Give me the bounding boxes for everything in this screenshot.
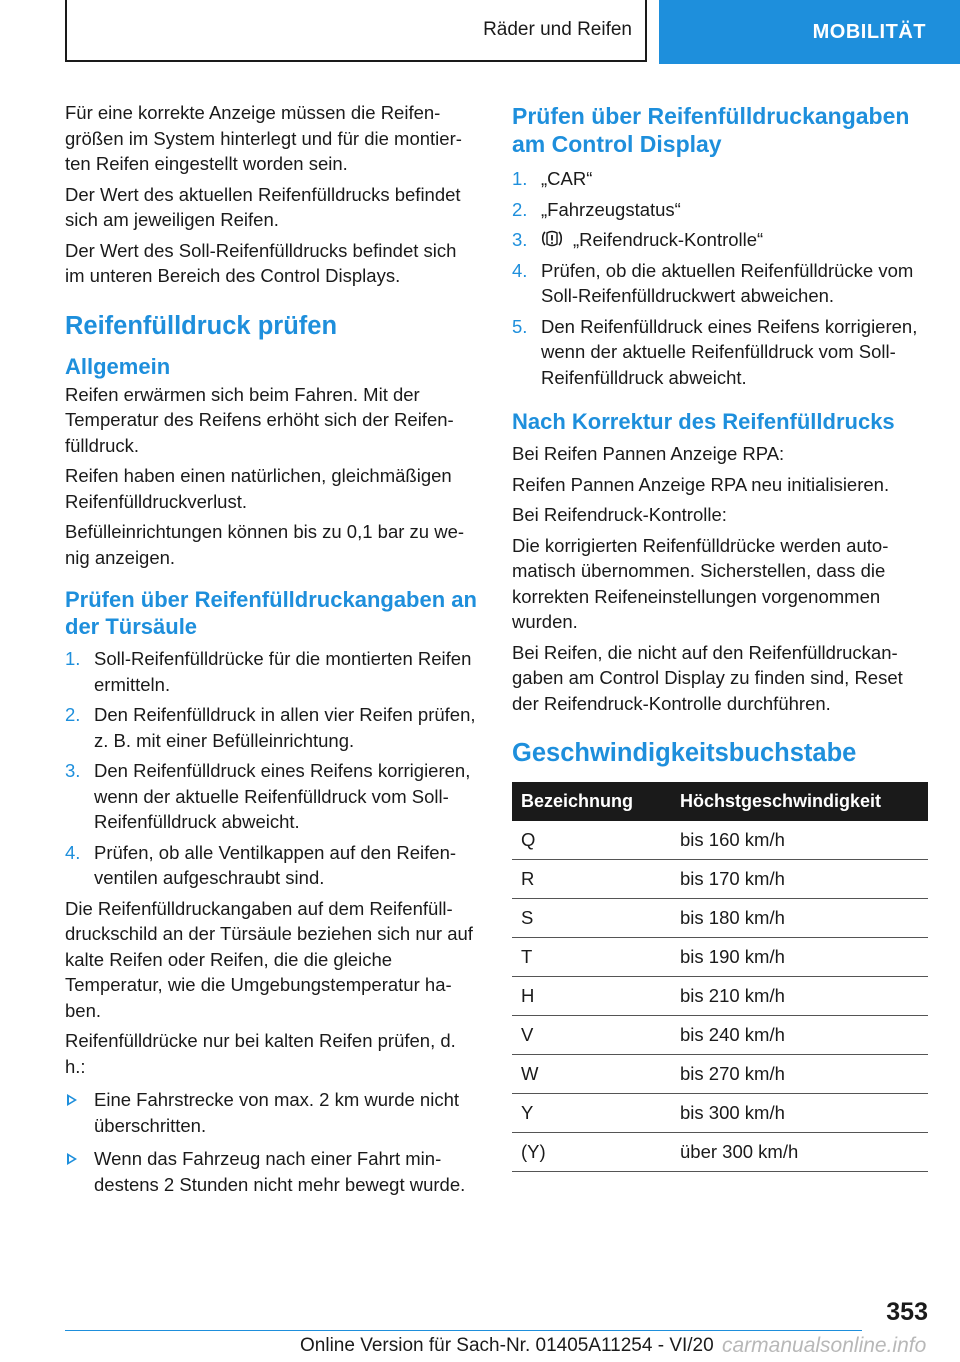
header-chapter-tab — [659, 0, 960, 64]
after-paragraph: Bei Reifendruck-Kontrolle: — [512, 504, 727, 525]
table-cell: bis 210 km/h — [671, 977, 928, 1016]
step-text: Den Reifenfülldruck eines Reifens korrigieren, wenn der aktuelle Reifenfülldruck vom Soll-Reifenfülldruck abweicht. — [541, 315, 918, 388]
general-paragraph: Befülleinrichtungen können bis zu 0,1 bar zu wenig anzeigen. — [65, 521, 465, 568]
list-item — [65, 840, 479, 891]
table-row — [512, 977, 928, 1016]
table-cell: über 300 km/h — [671, 1133, 928, 1172]
table-cell: bis 270 km/h — [671, 1055, 928, 1094]
table-cell: Q — [512, 821, 671, 860]
list-item — [512, 166, 928, 192]
step-text: Den Reifenfülldruck eines Reifens korrigieren, wenn der aktuelle Reifenfülldruck vom Soll-Reifenfülldruck abweicht. — [94, 760, 471, 832]
page-number: 353 — [886, 1298, 928, 1326]
triangle-bullet-icon — [67, 1094, 77, 1106]
table-cell: bis 300 km/h — [671, 1094, 928, 1133]
table-header-cell: Höchstgeschwindigkeit — [671, 782, 928, 821]
list-item — [65, 646, 479, 697]
heading-general: Allgemein — [65, 353, 171, 379]
watermark-logo: carmanualsonline.info — [722, 1334, 927, 1357]
step-number: 2. — [512, 198, 528, 220]
intro-paragraph: Der Wert des aktuellen Reifenfülldrucks befindet sich am jeweiligen Reifen. — [65, 183, 461, 230]
footer-online-version: Online Version für Sach-Nr. 01405A11254 - VI/20 — [300, 1335, 714, 1356]
header-section-box — [65, 0, 647, 62]
tire-pressure-warning-icon — [541, 229, 563, 249]
list-item — [65, 1087, 479, 1138]
step-number: 5. — [512, 315, 528, 337]
table-row — [512, 938, 928, 977]
step-text: Soll-Reifenfülldrücke für die montierten Reifen ermitteln. — [94, 648, 472, 695]
step-number: 4. — [512, 259, 528, 281]
list-item — [512, 258, 928, 309]
footer-divider — [65, 1330, 862, 1331]
speed-rating-table — [512, 782, 928, 1172]
bullet-list — [65, 1087, 479, 1197]
after-paragraph: Bei Reifen Pannen Anzeige RPA: — [512, 443, 785, 464]
step-number: 2. — [65, 704, 81, 725]
door-paragraph: Reifenfülldrücke nur bei kalten Reifen prüfen, d. h.: — [65, 1030, 456, 1077]
after-paragraph: Reifen Pannen Anzeige RPA neu initialisieren. — [512, 473, 890, 495]
step-number: 4. — [65, 841, 81, 863]
heading-control-display: Prüfen über Reifenfülldruckangaben am Control Display — [512, 103, 910, 157]
table-row — [512, 1055, 928, 1094]
step-text: Prüfen, ob alle Ventilkappen auf den Reifenventilen aufgeschraubt sind. — [94, 841, 457, 888]
table-row — [512, 821, 928, 860]
step-number: 3. — [512, 229, 528, 250]
step-text: „Fahrzeugstatus“ — [541, 198, 681, 220]
step-text: „CAR“ — [541, 168, 593, 189]
step-number: 1. — [65, 648, 81, 669]
table-row — [512, 1016, 928, 1055]
display-steps-list — [512, 166, 928, 390]
table-row — [512, 1133, 928, 1172]
bullet-text: Eine Fahrstrecke von max. 2 km wurde nicht überschritten. — [94, 1089, 460, 1136]
step-text: „Reifendruck-Kontrolle“ — [573, 229, 764, 250]
list-item — [512, 197, 928, 223]
left-column — [65, 100, 479, 1202]
table-cell: bis 240 km/h — [671, 1016, 928, 1055]
table-cell: Y — [512, 1094, 671, 1133]
heading-check-pressure: Reifenfülldruck prüfen — [65, 311, 338, 340]
table-cell: T — [512, 938, 671, 977]
table-cell: W — [512, 1055, 671, 1094]
list-item — [512, 227, 928, 253]
intro-paragraph: Der Wert des Soll-Reifenfülldrucks befindet sich im unteren Bereich des Control Displays. — [65, 239, 457, 286]
table-header-cell: Bezeichnung — [512, 782, 671, 821]
door-paragraph: Die Reifenfülldruckangaben auf dem Reifenfülldruckschild an der Türsäule beziehen sich nur auf kalte Reifen oder Reifen, die die gleiche Temperatur, wie die Umgebungstemperatur haben. — [65, 897, 473, 1021]
table-cell: bis 170 km/h — [671, 860, 928, 899]
table-cell: (Y) — [512, 1133, 671, 1172]
table-cell: R — [512, 860, 671, 899]
general-paragraph: Reifen erwärmen sich beim Fahren. Mit der Temperatur des Reifens erhöht sich der Reifenfülldruck. — [65, 383, 454, 456]
table-header-row — [512, 782, 928, 821]
table-cell: V — [512, 1016, 671, 1055]
triangle-bullet-icon — [67, 1153, 77, 1165]
step-text: Den Reifenfülldruck in allen vier Reifen prüfen, z. B. mit einer Befülleinrichtung. — [94, 704, 476, 751]
list-item — [512, 314, 928, 391]
step-text: Prüfen, ob die aktuellen Reifenfülldrücke vom Soll-Reifenfülldruckwert abweichen. — [541, 259, 914, 306]
list-item — [65, 702, 479, 753]
table-row — [512, 899, 928, 938]
right-column — [512, 102, 928, 1172]
door-steps-list — [65, 646, 479, 891]
table-cell: bis 180 km/h — [671, 899, 928, 938]
table-cell: H — [512, 977, 671, 1016]
bullet-text: Wenn das Fahrzeug nach einer Fahrt mindestens 2 Stunden nicht mehr bewegt wurde. — [94, 1148, 466, 1195]
heading-door-pillar: Prüfen über Reifenfülldruckangaben an der Türsäule — [65, 587, 477, 639]
heading-after-correction: Nach Korrektur des Reifenfülldrucks — [512, 409, 895, 434]
step-number: 1. — [512, 168, 528, 189]
list-item — [65, 758, 479, 835]
table-cell: bis 160 km/h — [671, 821, 928, 860]
table-row — [512, 1094, 928, 1133]
intro-paragraph: Für eine korrekte Anzeige müssen die Reifengrößen im System hinterlegt und für die montierten Reifen eingestellt worden sein. — [65, 102, 462, 174]
after-paragraph: Bei Reifen, die nicht auf den Reifenfülldruckangaben am Control Display zu finden sind, Reset der Reifendruck-Kontrolle durchführen. — [512, 641, 903, 714]
general-paragraph: Reifen haben einen natürlichen, gleichmäßigen Reifenfülldruckverlust. — [65, 465, 452, 512]
heading-speed-letter: Geschwindigkeitsbuchstabe — [512, 739, 857, 767]
step-number: 3. — [65, 760, 81, 781]
after-paragraph: Die korrigierten Reifenfülldrücke werden automatisch übernommen. Sicherstellen, dass die korrekten Reifeneinstellungen vorgenommen wurden. — [512, 534, 889, 632]
list-item — [65, 1146, 479, 1197]
table-row — [512, 860, 928, 899]
header-section-title: Räder und Reifen — [483, 19, 632, 40]
table-cell: bis 190 km/h — [671, 938, 928, 977]
header-chapter-title: MOBILITÄT — [812, 20, 926, 43]
table-cell: S — [512, 899, 671, 938]
